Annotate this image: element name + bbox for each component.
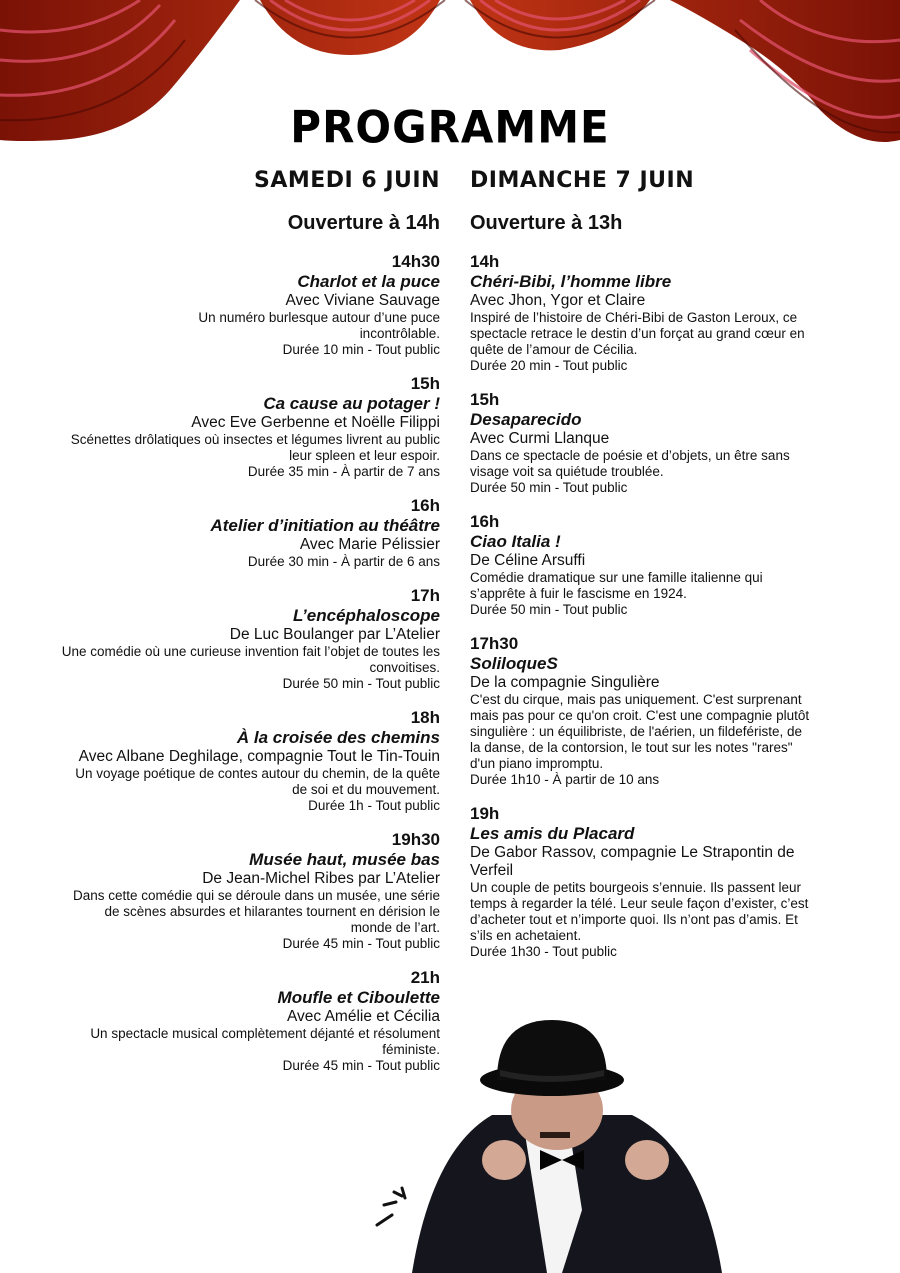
event-title: Moufle et Ciboulette	[277, 988, 440, 1007]
event-title: Desaparecido	[470, 410, 582, 429]
event-item	[60, 830, 440, 952]
event-duration: Durée 1h10 - À partir de 10 ans	[470, 772, 660, 787]
event-title: Ciao Italia !	[470, 532, 561, 551]
event-item	[470, 634, 815, 788]
event-description: Un couple de petits bourgeois s’ennuie. Ils passent leur temps à regarder la télé. Leur seule façon d’exister, c’est d’acheter tout et n’importe quoi. Ils n’ont pas d’amis. Et s’ils en achetaient.	[470, 880, 809, 943]
event-credits: Avec Viviane Sauvage	[285, 292, 440, 309]
performer-illustration	[372, 1010, 752, 1273]
event-time: 14h30	[391, 252, 440, 271]
event-description: Comédie dramatique sur une famille italienne qui s’apprête à fuir le fascisme en 1924.	[470, 570, 763, 601]
event-item	[470, 804, 815, 960]
day-heading-sunday: DIMANCHE 7 JUIN	[470, 168, 695, 193]
event-description: Un voyage poétique de contes autour du chemin, de la quête de soi et du mouvement.	[75, 766, 440, 797]
event-time: 17h	[410, 586, 440, 605]
event-credits: Avec Curmi Llanque	[470, 430, 610, 447]
event-time: 17h30	[470, 634, 519, 653]
event-credits: De Gabor Rassov, compagnie Le Strapontin de Verfeil	[470, 844, 795, 879]
event-description: Inspiré de l’histoire de Chéri-Bibi de Gaston Leroux, ce spectacle retrace le destin d’un forçat au grand cœur en quête de l’amour de Cécilia.	[470, 310, 805, 357]
event-item	[60, 374, 440, 480]
event-time: 21h	[410, 968, 440, 987]
event-title: Les amis du Placard	[470, 824, 635, 843]
event-description: Une comédie où une curieuse invention fait l’objet de toutes les convoitises.	[61, 644, 440, 675]
event-title: SoliloqueS	[470, 654, 558, 673]
sunday-column	[470, 164, 815, 976]
event-duration: Durée 50 min - Tout public	[282, 676, 440, 691]
event-item	[60, 708, 440, 814]
event-item	[60, 586, 440, 692]
event-duration: Durée 45 min - Tout public	[282, 936, 440, 951]
event-title: Ca cause au potager !	[263, 394, 440, 413]
event-time: 19h	[470, 804, 500, 823]
event-credits: De Céline Arsuffi	[470, 552, 586, 569]
event-credits: De Jean-Michel Ribes par L’Atelier	[202, 870, 440, 887]
event-time: 18h	[410, 708, 440, 727]
event-description: Scénettes drôlatiques où insectes et légumes livrent au public leur spleen et leur espoir.	[70, 432, 440, 463]
saturday-column	[60, 164, 440, 1090]
opening-time-saturday: Ouverture à 14h	[287, 212, 440, 234]
event-time: 19h30	[391, 830, 440, 849]
event-credits: Avec Albane Deghilage, compagnie Tout le Tin-Touin	[78, 748, 440, 765]
event-duration: Durée 50 min - Tout public	[470, 480, 628, 495]
page-title: PROGRAMME	[290, 101, 610, 154]
event-description: Dans cette comédie qui se déroule dans un musée, une série de scènes absurdes et hilarantes tournent en dérision le monde de l’art.	[73, 888, 440, 935]
event-description: Un spectacle musical complètement déjanté et résolument féministe.	[90, 1026, 440, 1057]
event-duration: Durée 30 min - À partir de 6 ans	[247, 554, 440, 569]
event-description: C'est du cirque, mais pas uniquement. C'est surprenant mais pas pour ce qu'on croit. C'est une compagnie plutôt singulière : un équilibriste, de l'aérien, un fildeféristе, de la danse, de la contorsion, le tout sur les notes "rares" d'un piano impromptu.	[470, 692, 810, 771]
event-credits: De Luc Boulanger par L’Atelier	[229, 626, 440, 643]
event-description: Un numéro burlesque autour d’une puce incontrôlable.	[198, 310, 440, 341]
event-title: Charlot et la puce	[297, 272, 440, 291]
event-title: À la croisée des chemins	[236, 728, 440, 747]
event-duration: Durée 50 min - Tout public	[470, 602, 628, 617]
event-title: L’encéphaloscope	[292, 606, 440, 625]
event-item	[470, 512, 815, 618]
event-duration: Durée 10 min - Tout public	[282, 342, 440, 357]
event-time: 16h	[410, 496, 440, 515]
event-time: 16h	[470, 512, 500, 531]
event-duration: Durée 20 min - Tout public	[470, 358, 628, 373]
event-duration: Durée 45 min - Tout public	[282, 1058, 440, 1073]
event-item	[470, 390, 815, 496]
event-credits: Avec Eve Gerbenne et Noëlle Filippi	[191, 414, 440, 431]
event-time: 15h	[410, 374, 440, 393]
event-duration: Durée 1h - Tout public	[308, 798, 440, 813]
event-time: 14h	[470, 252, 500, 271]
event-duration: Durée 35 min - À partir de 7 ans	[247, 464, 440, 479]
event-credits: Avec Jhon, Ygor et Claire	[470, 292, 646, 309]
event-credits: Avec Marie Pélissier	[299, 536, 440, 553]
event-title: Musée haut, musée bas	[249, 850, 440, 869]
event-time: 15h	[470, 390, 500, 409]
event-duration: Durée 1h30 - Tout public	[470, 944, 617, 959]
event-credits: De la compagnie Singulière	[470, 674, 660, 691]
event-item	[60, 252, 440, 358]
event-title: Atelier d’initiation au théâtre	[210, 516, 440, 535]
event-description: Dans ce spectacle de poésie et d’objets, un être sans visage voit sa quiétude troublée.	[470, 448, 790, 479]
event-title: Chéri-Bibi, l’homme libre	[470, 272, 672, 291]
day-heading-saturday: SAMEDI 6 JUIN	[253, 168, 440, 193]
event-item	[60, 496, 440, 570]
event-credits: Avec Amélie et Cécilia	[286, 1008, 440, 1025]
event-item	[470, 252, 815, 374]
opening-time-sunday: Ouverture à 13h	[470, 212, 623, 234]
